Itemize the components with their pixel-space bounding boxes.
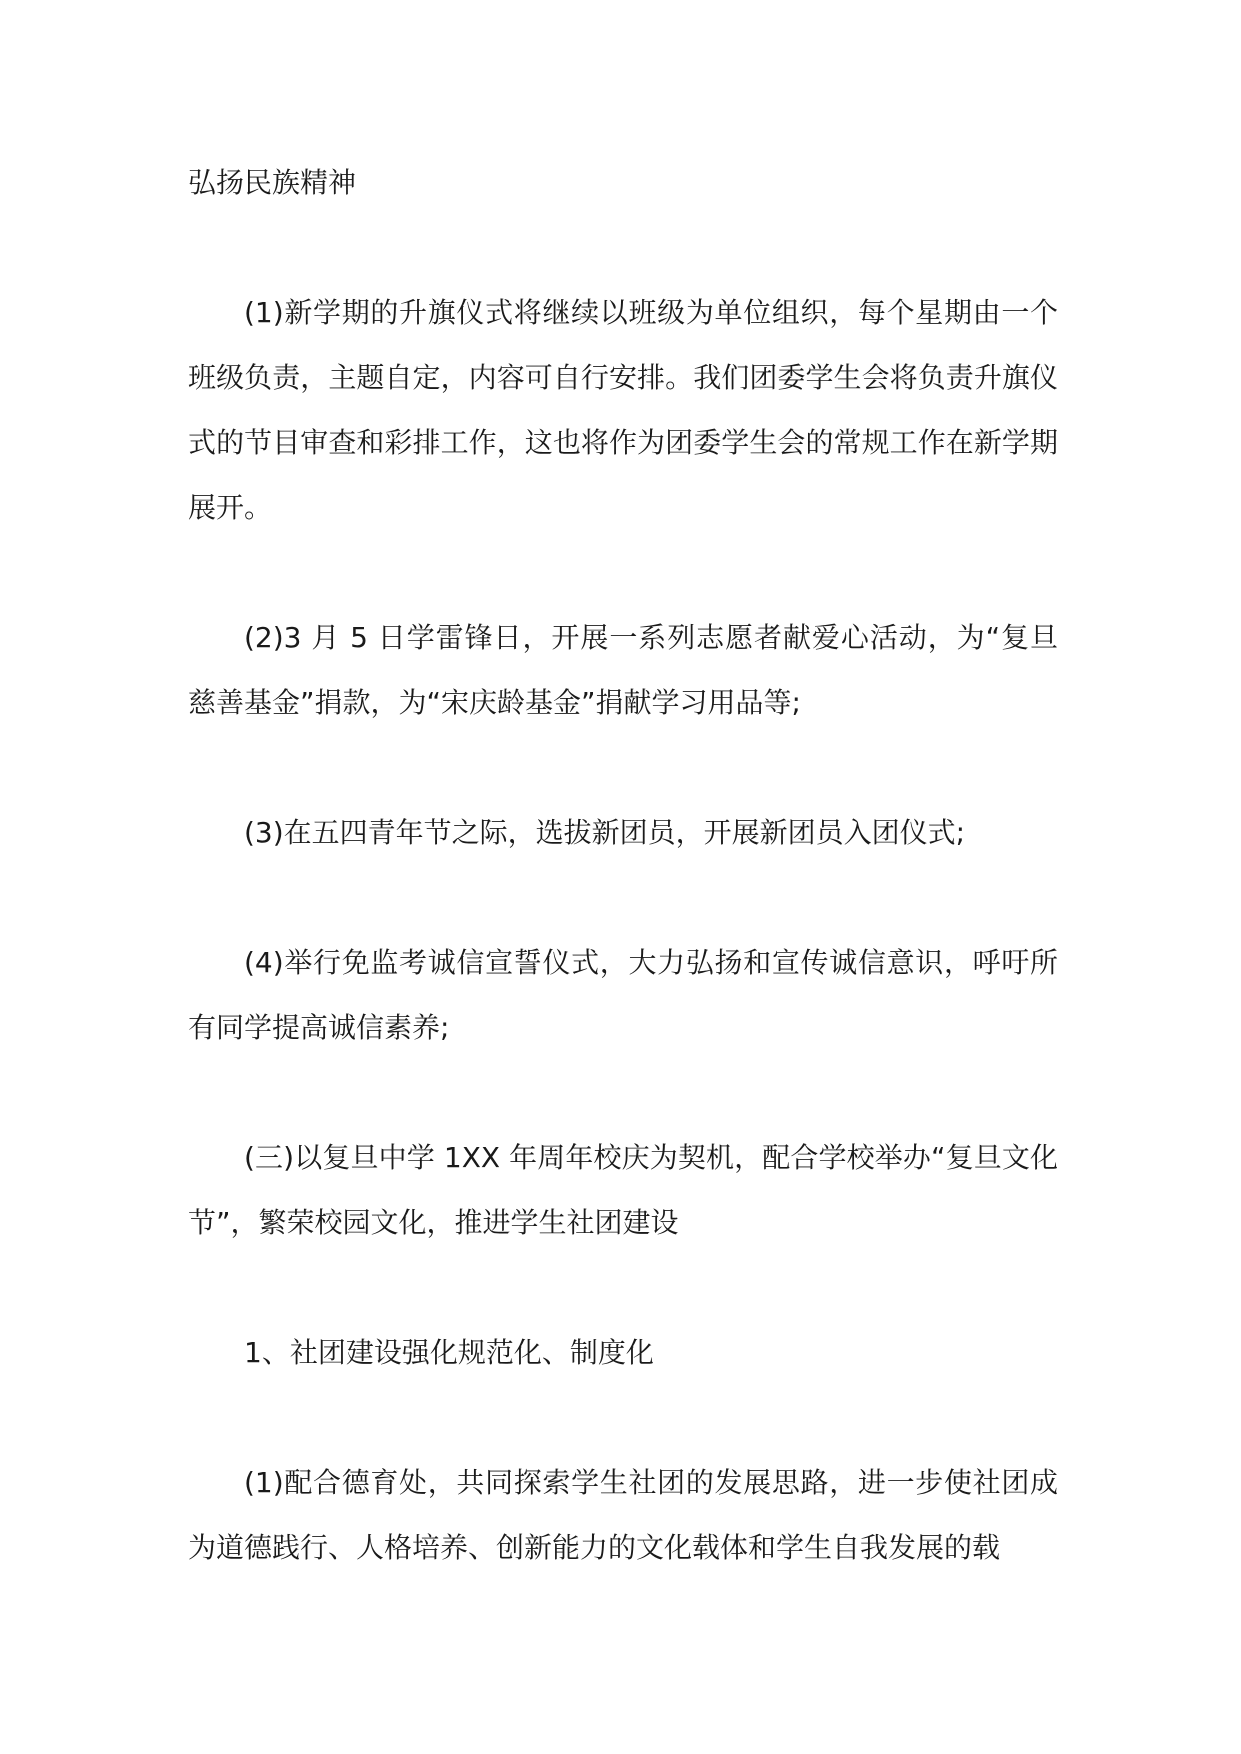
paragraph-youth-day: (3)在五四青年节之际，选拔新团员，开展新团员入团仪式; bbox=[244, 816, 966, 849]
section-heading: 弘扬民族精神 bbox=[188, 166, 357, 199]
paragraph-moral-education: (1)配合德育处，共同探索学生社团的发展思路，进一步使社团成为道德践行、人格培养、创新能力的文化载体和学生自我发展的载 bbox=[188, 1466, 1058, 1564]
paragraph-anniversary: (三)以复旦中学 1XX 年周年校庆为契机，配合学校举办“复旦文化节”，繁荣校园文化，推进学生社团建设 bbox=[188, 1141, 1058, 1239]
paragraph-lei-feng-day: (2)3 月 5 日学雷锋日，开展一系列志愿者献爱心活动，为“复旦慈善基金”捐款，为“宋庆龄基金”捐献学习用品等; bbox=[188, 621, 1058, 719]
document-body bbox=[188, 150, 1058, 1580]
paragraph-club-standardization: 1、社团建设强化规范化、制度化 bbox=[244, 1336, 654, 1369]
paragraph-integrity-oath: (4)举行免监考诚信宣誓仪式，大力弘扬和宣传诚信意识，呼吁所有同学提高诚信素养; bbox=[188, 946, 1058, 1044]
paragraph-flag-raising: (1)新学期的升旗仪式将继续以班级为单位组织，每个星期由一个班级负责，主题自定，内容可自行安排。我们团委学生会将负责升旗仪式的节目审查和彩排工作，这也将作为团委学生会的常规工作在新学期展开。 bbox=[188, 296, 1058, 524]
